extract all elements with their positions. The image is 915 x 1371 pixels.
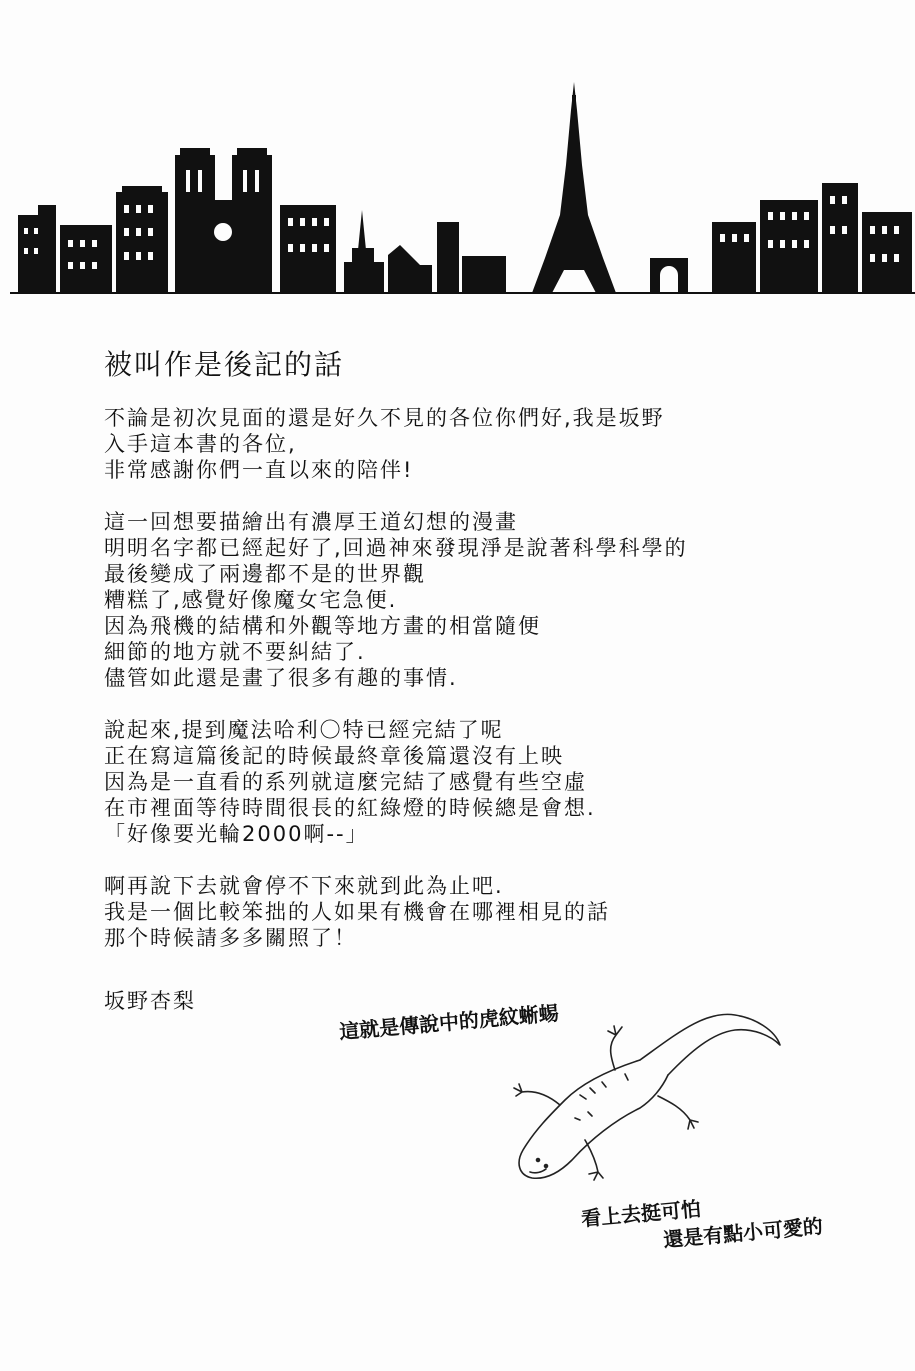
text-line: 非常感謝你們一直以來的陪伴! [104, 458, 414, 482]
text-line: 明明名字都已經起好了,回過神來發現淨是說著科學科學的 [104, 536, 688, 560]
text-line: 最後變成了兩邊都不是的世界觀 [104, 562, 426, 586]
text-line: 說起來,提到魔法哈利〇特已經完結了呢 [104, 718, 504, 742]
text-line: 正在寫這篇後記的時候最終章後篇還沒有上映 [104, 744, 564, 768]
paragraph-4 [104, 873, 864, 951]
text-line: 在市裡面等待時間很長的紅綠燈的時候總是會想. [104, 796, 596, 820]
salamander-drawing-icon [490, 990, 790, 1200]
salamander-caption: 這就是傳說中的虎紋蜥蜴 [338, 1000, 560, 1044]
paragraph-1 [104, 405, 864, 483]
text-line: 因為飛機的結構和外觀等地方畫的相當隨便 [104, 614, 541, 638]
text-line: 因為是一直看的系列就這麼完結了感覺有些空虛 [104, 770, 587, 794]
text-line: 入手這本書的各位, [104, 432, 297, 456]
paris-skyline-illustration [0, 0, 915, 300]
paragraph-3 [104, 717, 864, 847]
text-line: 這一回想要描繪出有濃厚王道幻想的漫畫 [104, 510, 518, 534]
comment-line-2: 還是有點小可愛的 [662, 1213, 824, 1252]
paragraph-2 [104, 509, 864, 691]
author-signature: 坂野杏梨 [104, 989, 196, 1013]
page-title: 被叫作是後記的話 [104, 348, 345, 381]
text-line: 細節的地方就不要糾結了. [104, 640, 366, 664]
afterword-body [104, 405, 864, 977]
text-line: 那个時候請多多關照了！ [104, 926, 357, 950]
text-line: 「好像要光輪2000啊--」 [104, 822, 369, 846]
text-line: 啊再說下去就會停不下來就到此為止吧. [104, 874, 504, 898]
text-line: 糟糕了,感覺好像魔女宅急便. [104, 588, 398, 612]
text-line: 儘管如此還是畫了很多有趣的事情. [104, 666, 458, 690]
text-line: 不論是初次見面的還是好久不見的各位你們好,我是坂野 [104, 406, 665, 430]
comment-line-1: 看上去挺可怕 [580, 1196, 702, 1231]
text-line: 我是一個比較笨拙的人如果有機會在哪裡相見的話 [104, 900, 610, 924]
